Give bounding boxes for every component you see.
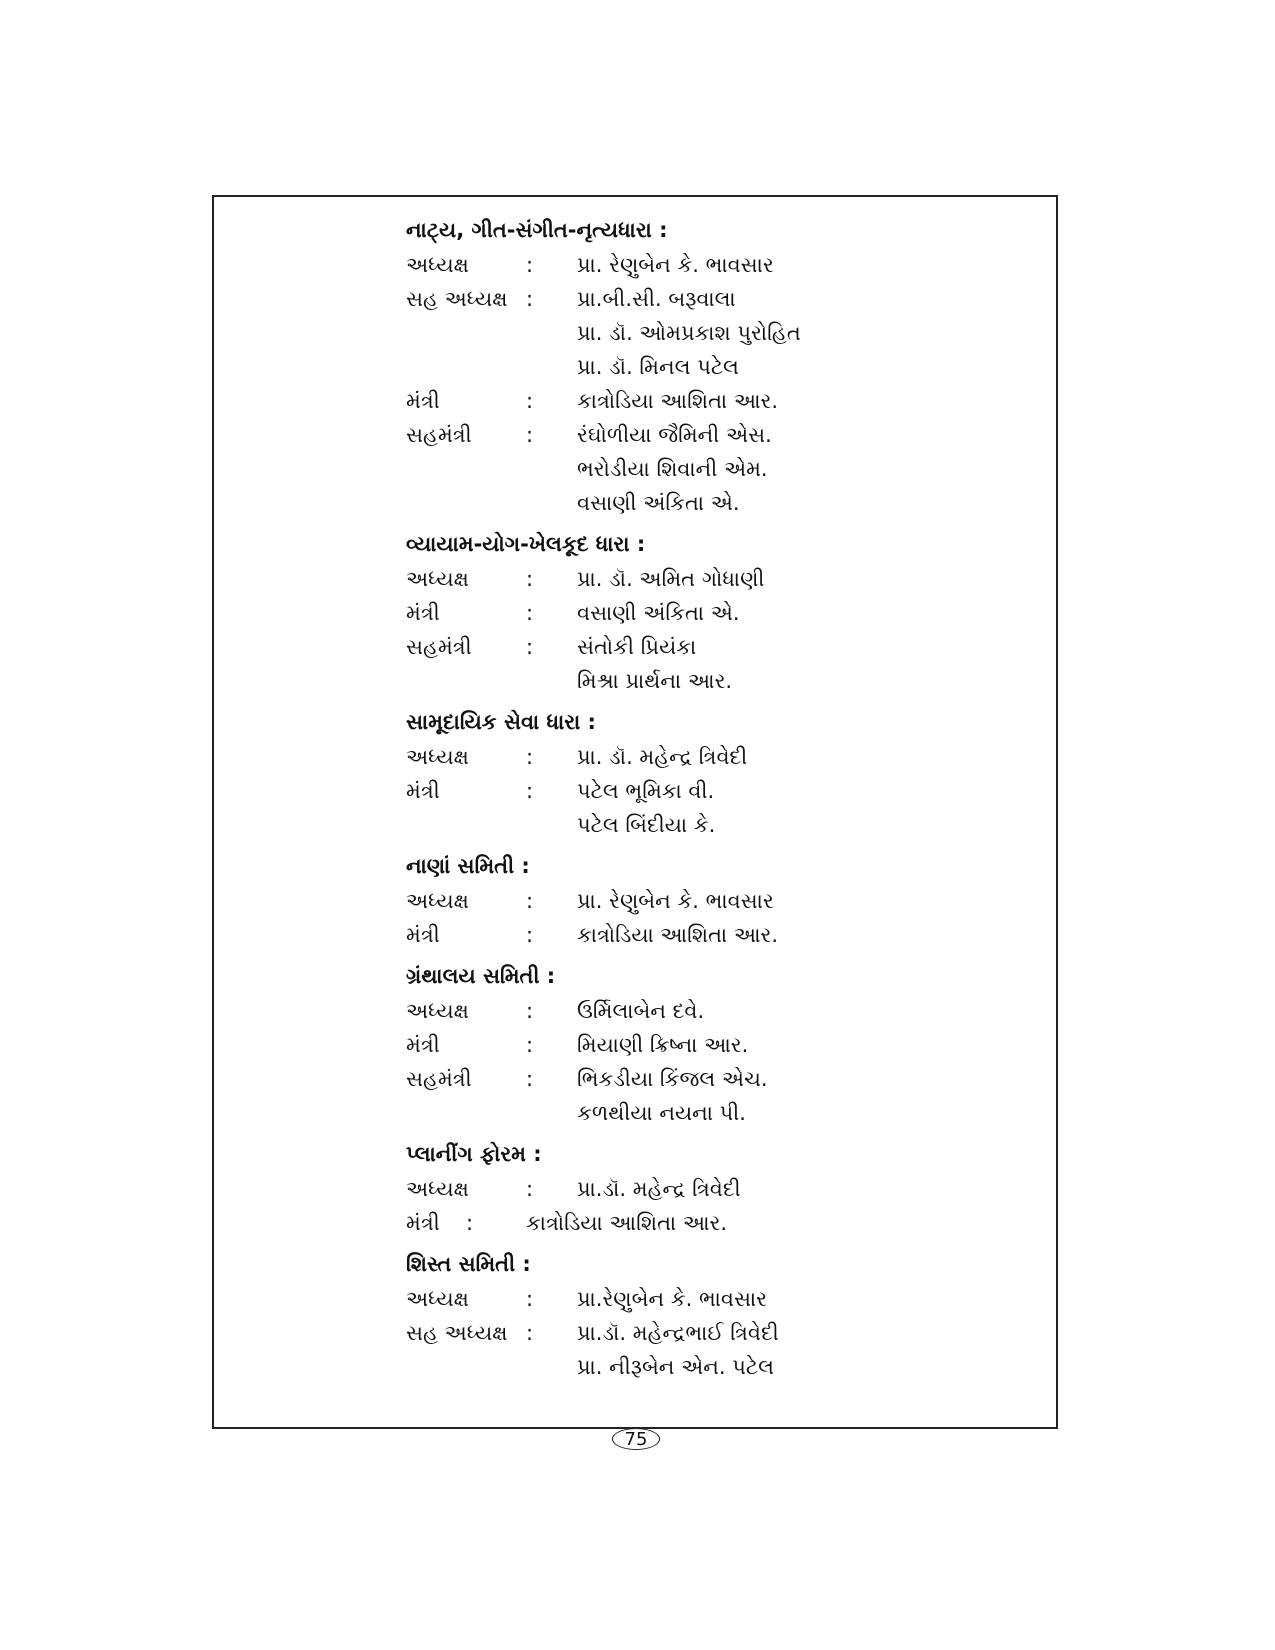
member-role: સહ અધ્યક્ષ <box>406 287 508 311</box>
role-separator: : <box>526 389 534 413</box>
member-row <box>406 248 1026 282</box>
member-row <box>406 282 1026 316</box>
member-name: પ્રા. નીરૂબેન એન. પટેલ <box>577 1355 775 1379</box>
member-name: સંતોકી પ્રિયંકા <box>577 635 697 659</box>
member-role: મંત્રી <box>406 1211 440 1235</box>
member-row <box>406 350 1026 384</box>
member-row <box>406 808 1026 842</box>
member-row <box>406 486 1026 520</box>
committee-section <box>406 1136 1026 1240</box>
role-separator: : <box>526 1033 534 1057</box>
member-role: અધ્યક્ષ <box>406 1177 469 1201</box>
member-name: પ્રા. ડૉ. અમિત ગોધાણી <box>577 567 765 591</box>
committee-section <box>406 212 1026 520</box>
member-row <box>406 1282 1026 1316</box>
role-separator: : <box>526 999 534 1023</box>
member-name: ઉર્મિલાબેન દવે. <box>577 999 705 1023</box>
member-name: કાત્રોડિયા આશિતા આર. <box>577 389 779 413</box>
role-separator: : <box>526 253 534 277</box>
section-title: સામૂદાયિક સેવા ધારા : <box>406 710 596 734</box>
member-role: મંત્રી <box>406 389 440 413</box>
committee-list <box>406 212 1026 1390</box>
page-number: 75 <box>612 1428 660 1450</box>
member-row <box>406 1172 1026 1206</box>
member-row <box>406 664 1026 698</box>
member-role: અધ્યક્ષ <box>406 889 469 913</box>
member-name: કળથીયા નયના પી. <box>577 1101 746 1125</box>
member-row <box>406 1316 1026 1350</box>
member-row <box>406 1206 1026 1240</box>
member-row <box>406 918 1026 952</box>
member-role: સહ અધ્યક્ષ <box>406 1321 508 1345</box>
member-name: મિયાણી ક્રિષ્ના આર. <box>577 1033 749 1057</box>
member-name: મિશ્રા પ્રાર્થના આર. <box>577 669 733 693</box>
role-separator: : <box>466 1211 474 1235</box>
section-title: પ્લાનીંગ ફોરમ : <box>406 1142 542 1166</box>
member-role: અધ્યક્ષ <box>406 253 469 277</box>
role-separator: : <box>526 889 534 913</box>
member-name: કાત્રોડિયા આશિતા આર. <box>577 923 779 947</box>
member-role: મંત્રી <box>406 601 440 625</box>
member-row <box>406 740 1026 774</box>
role-separator: : <box>526 1177 534 1201</box>
member-row <box>406 384 1026 418</box>
member-name: પ્રા. ડૉ. મિનલ પટેલ <box>577 355 739 379</box>
member-role: સહમંત્રી <box>406 1067 472 1091</box>
committee-section <box>406 1246 1026 1384</box>
member-row <box>406 316 1026 350</box>
member-name: પટેલ બિંદીયા કે. <box>577 813 716 837</box>
member-row <box>406 1096 1026 1130</box>
member-name: ભરોડીયા શિવાની એમ. <box>577 457 768 481</box>
member-row <box>406 774 1026 808</box>
member-name: પ્રા. ડૉ. ઓમપ્રકાશ પુરોહિત <box>577 321 801 345</box>
committee-section <box>406 848 1026 952</box>
section-title: ગ્રંથાલય સમિતી : <box>406 964 556 988</box>
member-role: અધ્યક્ષ <box>406 745 469 769</box>
role-separator: : <box>526 423 534 447</box>
member-row <box>406 596 1026 630</box>
role-separator: : <box>526 287 534 311</box>
member-name: પટેલ ભૂમિકા વી. <box>577 779 715 803</box>
member-name: પ્રા. રેણુબેન કે. ભાવસાર <box>577 889 774 913</box>
member-role: મંત્રી <box>406 1033 440 1057</box>
member-row <box>406 994 1026 1028</box>
role-separator: : <box>526 779 534 803</box>
section-title: શિસ્ત સમિતી : <box>406 1252 531 1276</box>
member-row <box>406 562 1026 596</box>
member-name: પ્રા.બી.સી. બરૂવાલા <box>577 287 736 311</box>
member-name: પ્રા. ડૉ. મહેન્દ્ર ત્રિવેદી <box>577 745 748 769</box>
member-name: પ્રા. રેણુબેન કે. ભાવસાર <box>577 253 774 277</box>
member-name: ભિકડીયા કિંજલ એચ. <box>577 1067 768 1091</box>
member-name: પ્રા.રેણુબેન કે. ભાવસાર <box>577 1287 768 1311</box>
member-row <box>406 1028 1026 1062</box>
member-name: વસાણી અંકિતા એ. <box>577 601 740 625</box>
member-role: સહમંત્રી <box>406 423 472 447</box>
member-role: મંત્રી <box>406 923 440 947</box>
member-name: વસાણી અંકિતા એ. <box>577 491 740 515</box>
role-separator: : <box>526 635 534 659</box>
member-name: રંઘોળીયા જૈમિની એસ. <box>577 423 772 447</box>
member-role: સહમંત્રી <box>406 635 472 659</box>
member-row <box>406 452 1026 486</box>
member-role: મંત્રી <box>406 779 440 803</box>
member-row <box>406 418 1026 452</box>
section-title: વ્યાયામ-યોગ-ખેલકૂદ ધારા : <box>406 532 646 556</box>
member-name: પ્રા.ડૉ. મહેન્દ્રભાઈ ત્રિવેદી <box>577 1321 779 1345</box>
member-role: અધ્યક્ષ <box>406 999 469 1023</box>
member-role: અધ્યક્ષ <box>406 567 469 591</box>
role-separator: : <box>526 601 534 625</box>
committee-section <box>406 526 1026 698</box>
role-separator: : <box>526 567 534 591</box>
member-row <box>406 1062 1026 1096</box>
section-title: નાટ્ય, ગીત-સંગીત-નૃત્યધારા : <box>406 218 668 242</box>
role-separator: : <box>526 1067 534 1091</box>
role-separator: : <box>526 1287 534 1311</box>
member-row <box>406 630 1026 664</box>
member-role: અધ્યક્ષ <box>406 1287 469 1311</box>
member-row <box>406 884 1026 918</box>
section-title: નાણાં સમિતી : <box>406 854 530 878</box>
committee-section <box>406 704 1026 842</box>
member-row <box>406 1350 1026 1384</box>
member-name: કાત્રોડિયા આશિતા આર. <box>526 1211 728 1235</box>
role-separator: : <box>526 1321 534 1345</box>
role-separator: : <box>526 923 534 947</box>
member-name: પ્રા.ડૉ. મહેન્દ્ર ત્રિવેદી <box>577 1177 741 1201</box>
committee-section <box>406 958 1026 1130</box>
role-separator: : <box>526 745 534 769</box>
